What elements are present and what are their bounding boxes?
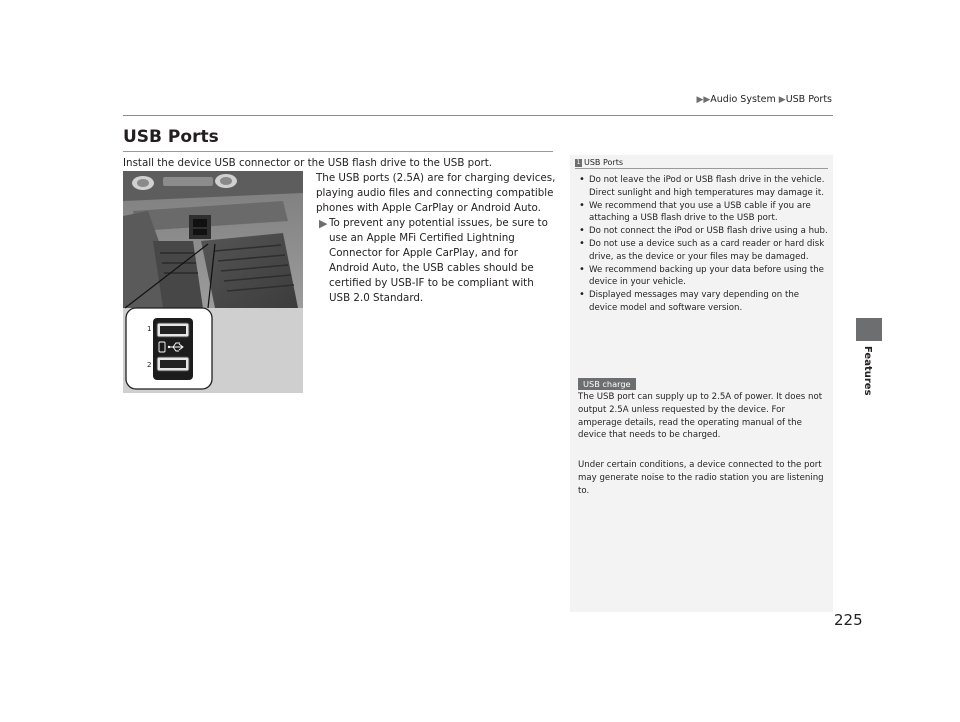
breadcrumb-item-audio-system[interactable]: Audio System <box>710 94 776 105</box>
sidebar-heading-text: USB Ports <box>584 158 623 167</box>
double-triangle-icon: ▶▶ <box>696 95 711 105</box>
section-tab-label[interactable]: Features <box>862 346 873 396</box>
sidebar-heading <box>575 158 623 167</box>
tip-block <box>316 216 556 306</box>
port-number-1: 1 <box>147 325 152 333</box>
tip-paragraph: To prevent any potential issues, be sure to use an Apple MFi Certified Lightning Connector for Apple CarPlay, and for Android Auto, the USB cables should be certified by USB-IF to be compliant with USB 2.0 Standard. <box>329 217 548 304</box>
usb-ports-description: The USB ports (2.5A) are for charging devices, playing audio files and connecting compatible phones with Apple CarPlay or Android Auto. <box>316 172 556 214</box>
triangle-icon: ▶ <box>778 95 786 105</box>
breadcrumb-item-usb-ports[interactable]: USB Ports <box>785 94 832 105</box>
intro-paragraph: Install the device USB connector or the USB flash drive to the USB port. <box>123 157 493 169</box>
usb-port-illustration <box>123 171 303 393</box>
page-number: 225 <box>834 611 863 629</box>
list-item: • Do not use a device such as a card reader or hard disk drive, as the device or your files may be damaged. <box>578 238 830 264</box>
reference-number-badge: 1 <box>576 159 581 166</box>
list-item: • We recommend backing up your data before using the device in your vehicle. <box>578 264 830 290</box>
usb-charge-badge: USB charge <box>578 378 636 390</box>
usb-charge-paragraph: The USB port can supply up to 2.5A of power. It does not output 2.5A unless requested by the device. For amperage details, read the operating manual of the device that needs to be charged. <box>578 392 823 441</box>
arrow-icon: ▶ <box>319 217 328 230</box>
header-divider <box>123 115 833 116</box>
console-drawing <box>123 171 303 393</box>
sidebar-divider <box>575 168 828 169</box>
list-item: • Displayed messages may vary depending on the device model and software version. <box>578 289 830 315</box>
list-item: • Do not leave the iPod or USB flash drive in the vehicle. Direct sunlight and high temperatures may damage it. <box>578 174 830 200</box>
page-title: USB Ports <box>123 127 219 147</box>
breadcrumb <box>696 94 832 105</box>
noise-warning-paragraph: Under certain conditions, a device connected to the port may generate noise to the radio station you are listening to. <box>578 460 824 496</box>
title-divider <box>123 151 553 152</box>
notes-list <box>578 174 830 315</box>
section-tab-marker <box>856 318 882 341</box>
list-item: • Do not connect the iPod or USB flash drive using a hub. <box>578 225 830 238</box>
list-item: • We recommend that you use a USB cable if you are attaching a USB flash drive to the USB port. <box>578 200 830 226</box>
port-number-2: 2 <box>147 361 152 369</box>
